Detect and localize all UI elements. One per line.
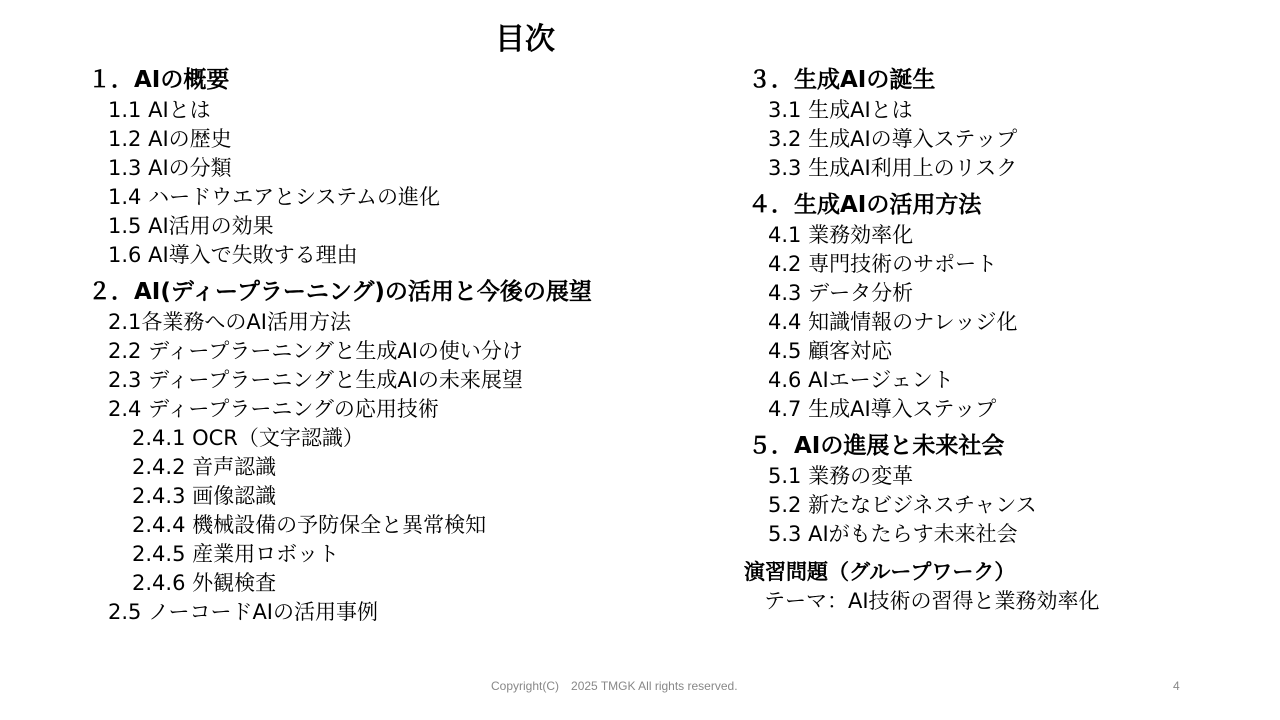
- toc-item-2-2: 2.2 ディープラーニングと生成AIの使い分け: [108, 339, 523, 363]
- toc-item-3-2: 3.2 生成AIの導入ステップ: [768, 127, 1018, 151]
- toc-subitem-2-4-5: 2.4.5 産業用ロボット: [132, 542, 340, 566]
- toc-item-2-5: 2.5 ノーコードAIの活用事例: [108, 600, 379, 624]
- toc-item-2-3: 2.3 ディープラーニングと生成AIの未来展望: [108, 368, 523, 392]
- toc-item-3-3: 3.3 生成AI利用上のリスク: [768, 156, 1018, 180]
- toc-item-4-5: 4.5 顧客対応: [768, 339, 893, 363]
- toc-item-4-7: 4.7 生成AI導入ステップ: [768, 397, 997, 421]
- toc-item-5-1: 5.1 業務の変革: [768, 464, 914, 488]
- toc-subitem-2-4-3: 2.4.3 画像認識: [132, 484, 277, 508]
- page-number: 4: [1173, 679, 1180, 693]
- toc-item-4-6: 4.6 AIエージェント: [768, 368, 954, 392]
- toc-item-5-2: 5.2 新たなビジネスチャンス: [768, 493, 1037, 517]
- toc-item-1-6: 1.6 AI導入で失敗する理由: [108, 243, 358, 267]
- toc-item-2-4: 2.4 ディープラーニングの応用技術: [108, 397, 439, 421]
- slide-title: 目次: [495, 22, 555, 57]
- toc-right-column: [744, 64, 1268, 616]
- exercise-theme: テーマ：AI技術の習得と業務効率化: [764, 589, 1100, 613]
- toc-item-1-2: 1.2 AIの歴史: [108, 127, 232, 151]
- toc-item-1-5: 1.5 AI活用の効果: [108, 214, 274, 238]
- toc-item-1-3: 1.3 AIの分類: [108, 156, 232, 180]
- section-heading-4: ４．生成AIの活用方法: [748, 192, 982, 218]
- section-heading-1: １．AIの概要: [88, 67, 230, 93]
- exercise-heading: 演習問題（グループワーク）: [744, 560, 1016, 584]
- toc-item-4-1: 4.1 業務効率化: [768, 223, 914, 247]
- section-heading-2: ２．AI(ディープラーニング)の活用と今後の展望: [88, 279, 592, 305]
- toc-item-4-4: 4.4 知識情報のナレッジ化: [768, 310, 1018, 334]
- toc-subitem-2-4-4: 2.4.4 機械設備の予防保全と異常検知: [132, 513, 487, 537]
- toc-item-3-1: 3.1 生成AIとは: [768, 98, 913, 122]
- toc-subitem-2-4-2: 2.4.2 音声認識: [132, 455, 277, 479]
- toc-subitem-2-4-6: 2.4.6 外観検査: [132, 571, 277, 595]
- toc-item-4-3: 4.3 データ分析: [768, 281, 914, 305]
- toc-subitem-2-4-1: 2.4.1 OCR（文字認識）: [132, 426, 364, 450]
- toc-left-column: [88, 64, 728, 627]
- toc-item-5-3: 5.3 AIがもたらす未来社会: [768, 522, 1018, 546]
- copyright-text: Copyright(C) 2025 TMGK All rights reserved.: [491, 679, 738, 693]
- section-heading-3: ３．生成AIの誕生: [748, 67, 936, 93]
- toc-item-4-2: 4.2 専門技術のサポート: [768, 252, 998, 276]
- toc-item-2-1: 2.1各業務へのAI活用方法: [108, 310, 351, 334]
- toc-item-1-1: 1.1 AIとは: [108, 98, 211, 122]
- toc-item-1-4: 1.4 ハードウエアとシステムの進化: [108, 185, 440, 209]
- section-heading-5: ５．AIの進展と未来社会: [748, 433, 1005, 459]
